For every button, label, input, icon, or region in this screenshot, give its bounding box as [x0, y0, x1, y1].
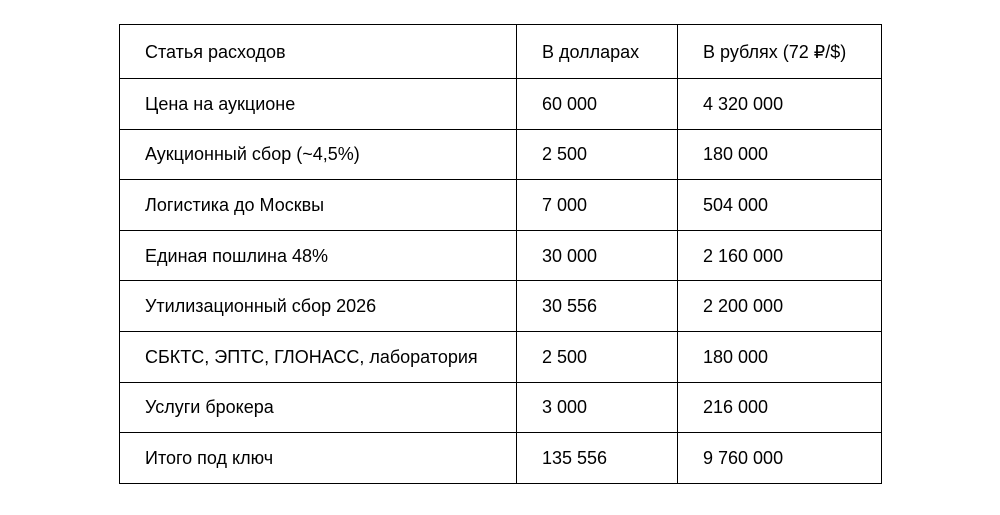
header-cell-usd: В долларах	[517, 25, 678, 79]
table-row	[120, 382, 882, 433]
cost-table	[119, 24, 882, 484]
table-row	[120, 281, 882, 332]
cell-usd: 2 500	[517, 331, 678, 382]
cell-item: Утилизационный сбор 2026	[120, 281, 517, 332]
cell-usd: 60 000	[517, 79, 678, 130]
table-row	[120, 180, 882, 231]
cell-usd: 7 000	[517, 180, 678, 231]
header-cell-rub: В рублях (72 ₽/$)	[678, 25, 882, 79]
cell-item: Цена на аукционе	[120, 79, 517, 130]
cell-item: Услуги брокера	[120, 382, 517, 433]
cell-item: Логистика до Москвы	[120, 180, 517, 231]
table-row	[120, 230, 882, 281]
cell-usd: 30 556	[517, 281, 678, 332]
cell-item: Единая пошлина 48%	[120, 230, 517, 281]
cell-usd: 30 000	[517, 230, 678, 281]
table-row-total	[120, 433, 882, 484]
cell-rub: 4 320 000	[678, 79, 882, 130]
cell-rub: 180 000	[678, 331, 882, 382]
cell-rub: 504 000	[678, 180, 882, 231]
header-cell-item: Статья расходов	[120, 25, 517, 79]
cell-rub: 2 160 000	[678, 230, 882, 281]
cell-rub: 9 760 000	[678, 433, 882, 484]
cell-item: Аукционный сбор (~4,5%)	[120, 129, 517, 180]
cell-usd: 3 000	[517, 382, 678, 433]
table-row	[120, 331, 882, 382]
cell-item: Итого под ключ	[120, 433, 517, 484]
table-row	[120, 79, 882, 130]
table-header-row	[120, 25, 882, 79]
cell-rub: 216 000	[678, 382, 882, 433]
cell-item: СБКТС, ЭПТС, ГЛОНАСС, лаборатория	[120, 331, 517, 382]
cell-usd: 135 556	[517, 433, 678, 484]
table-row	[120, 129, 882, 180]
cell-rub: 2 200 000	[678, 281, 882, 332]
cell-usd: 2 500	[517, 129, 678, 180]
cell-rub: 180 000	[678, 129, 882, 180]
